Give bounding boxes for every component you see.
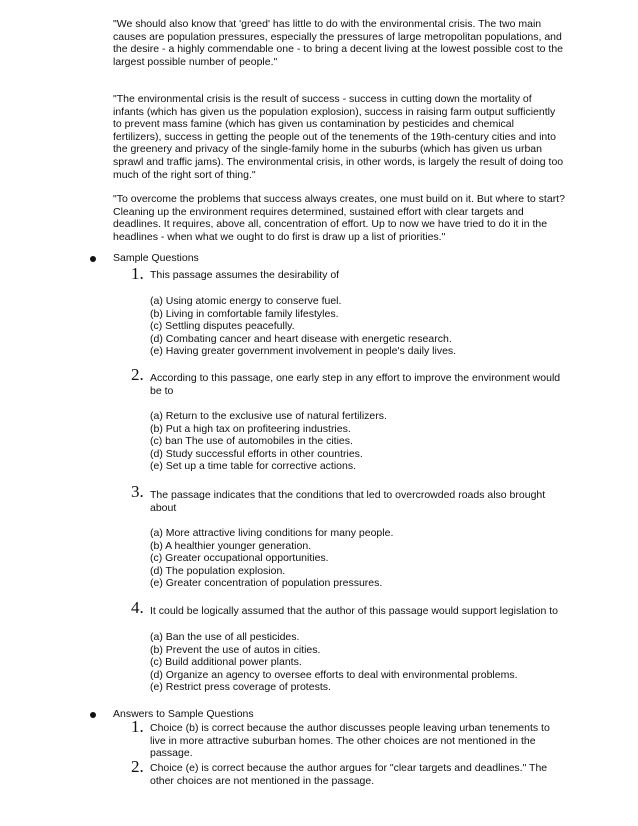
question-text: It could be logically assumed that the author of this passage would support legislation to [150,605,558,617]
answer-option: (a) More attractive living conditions for many people. [150,527,394,539]
question-number: 1. [131,264,144,283]
question-number: 2. [131,365,144,384]
answer-option: (d) Study successful efforts in other countries. [150,447,363,460]
sample-questions-heading: Sample Questions [113,252,199,264]
answer-option: (c) Settling disputes peacefully. [150,320,295,333]
answer-option: (d) The population explosion. [150,564,286,577]
bullet-icon [90,256,96,262]
question-text: The passage indicates that the conditions that led to overcrowded roads also brought about [150,489,546,514]
answer-option: (b) A healthier younger generation. [150,539,312,552]
answer-option: (e) Set up a time table for corrective actions. [150,460,357,473]
answer-option: (a) Ban the use of all pesticides. [150,631,300,643]
answer-option: (b) Living in comfortable family lifestyles. [150,307,339,320]
answer-options-list [150,410,568,473]
question-text: According to this passage, one early step in any effort to improve the environment would be to [150,372,561,397]
answer-option: (e) Greater concentration of population pressures. [150,577,383,590]
answer-option: (d) Organize an agency to oversee efforts to deal with environmental problems. [150,668,518,681]
passage-paragraph-1: "We should also know that 'greed' has little to do with the environmental crisis. The two main causes are population pressures, especially the pressures of large metropolitan populations, and the desire - a highly commendable one - to bring a decent living at the lowest possible cost to the largest possible number of people." [113,18,564,68]
answer-options-list [150,527,568,590]
answer-option: (c) ban The use of automobiles in the cities. [150,435,353,448]
answer-option: (e) Having greater government involvement in people's daily lives. [150,345,457,358]
answer-explanation: Choice (e) is correct because the author argues for "clear targets and deadlines." The other choices are not mentioned in the passage. [150,762,548,787]
answer-option: (b) Prevent the use of autos in cities. [150,643,321,656]
question-number: 3. [131,482,144,501]
answer-option: (e) Restrict press coverage of protests. [150,681,331,694]
answer-number: 2. [131,757,144,776]
passage-paragraph-2: "The environmental crisis is the result of success - success in cutting down the mortality of infants (which has given us the population explosion), success in raising farm output sufficiently to prevent mass famine (which has given us contamination by pesticides and chemical fertilizers), success in getting the people out of the tenements of the 19th-century cities and into the greenery and privacy of the single-family home in the suburbs (which has given us urban sprawl and traffic jams). The environmental crisis, in other words, is largely the result of doing too much of the right sort of thing." [113,93,564,181]
passage-paragraph-3: "To overcome the problems that success always creates, one must build on it. But where to start? Cleaning up the environment requires determined, sustained effort with clear targets and deadlines. It requires, above all, concentration of effort. Up to now we have tried to do it in the headlines - when what we ought to do first is draw up a list of priorities." [113,193,565,243]
answer-option: (c) Greater occupational opportunities. [150,552,329,565]
answers-heading: Answers to Sample Questions [113,708,254,720]
answer-option: (b) Put a high tax on profiteering industries. [150,422,351,435]
answer-option: (d) Combating cancer and heart disease with energetic research. [150,332,452,345]
answer-option: (a) Return to the exclusive use of natural fertilizers. [150,410,387,422]
question-number: 4. [131,598,144,617]
answer-options-list [150,295,568,358]
question-text: This passage assumes the desirability of [150,269,340,281]
bullet-icon [90,712,96,718]
answer-explanation: Choice (b) is correct because the author discusses people leaving urban tenements to live in more attractive suburban homes. The other choices are not mentioned in the passage. [150,722,550,760]
answer-option: (a) Using atomic energy to conserve fuel. [150,295,342,307]
answer-number: 1. [131,717,144,736]
answer-options-list [150,631,568,694]
answer-option: (c) Build additional power plants. [150,656,302,669]
